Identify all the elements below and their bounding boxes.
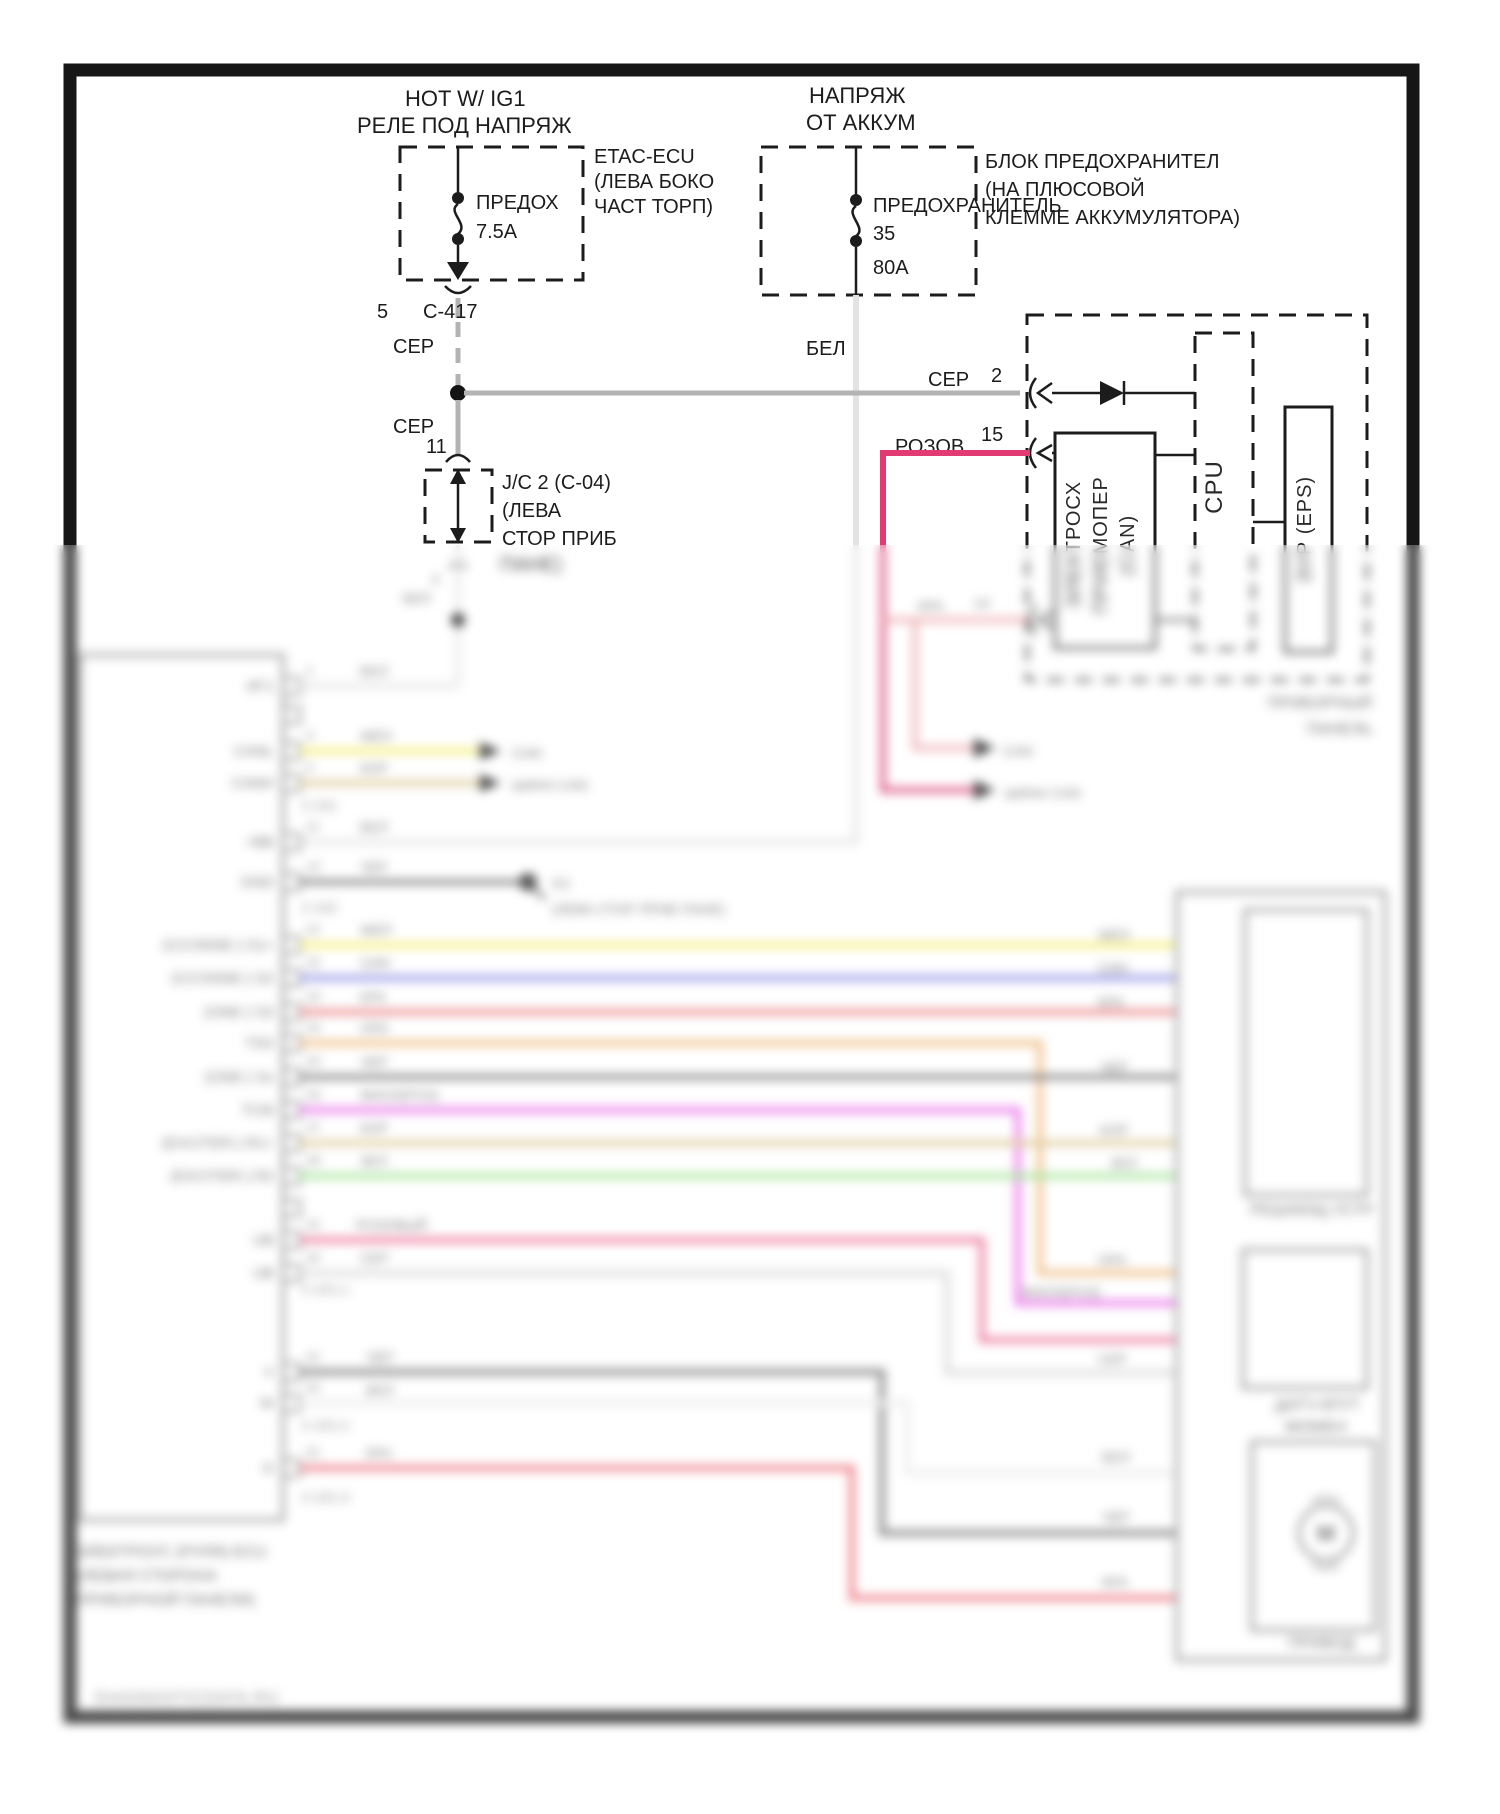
rozov-pin: 15 — [981, 424, 1004, 446]
batt-title1: НАПРЯЖ — [809, 83, 906, 108]
pin-name: (EXCITER-) R1+ — [161, 1135, 274, 1152]
pin-name: GND — [240, 874, 274, 891]
bus-right-label2: ШИНА CAN — [1005, 785, 1081, 801]
pin-name: TCM — [241, 1102, 274, 1119]
pin-num: 24 — [306, 1020, 321, 1035]
jc-connector-icon — [446, 455, 470, 462]
pin-stub — [283, 707, 300, 723]
wire-color: БЕЛ — [360, 663, 388, 679]
wire-color-right: ОРА — [1098, 1252, 1127, 1268]
etac-ecu-label2: (ЛЕВА БОКО — [594, 171, 715, 193]
pin-stub — [283, 1460, 300, 1476]
wire-color: КОР — [360, 1120, 389, 1136]
pin-name: V — [263, 1364, 274, 1381]
wire-ser-label2: СЕР — [393, 416, 435, 438]
jc-loc3: ПАНЕ) — [500, 554, 563, 576]
wire-color: КРА — [366, 1445, 392, 1461]
decision-box-caption: РЕШАЮЩ УСТР — [1250, 1202, 1374, 1219]
rozov-connector-icon — [1030, 438, 1036, 468]
fuse2-num: 35 — [873, 223, 896, 245]
ecu-caption2: (ЛЕВАЯ СТОРОНА — [76, 1568, 217, 1585]
pin-name: UB — [253, 1232, 274, 1249]
connector-c221-3: C-221-3 — [302, 1490, 349, 1505]
wire-color-right: ЧЕР — [1102, 1509, 1131, 1525]
pin-name: W — [259, 1395, 274, 1412]
rozov-label: РОЗОВ — [895, 436, 965, 458]
pin-stub — [283, 1232, 300, 1248]
jc-pin-11: 11 — [426, 436, 447, 458]
wire-color: БЕЛ — [360, 819, 388, 835]
canl-arrow-icon — [480, 742, 501, 760]
batt-title2: ОТ АККУМ — [806, 110, 916, 135]
c417-connector-icon — [445, 286, 471, 293]
fusebox-label3: КЛЕММЕ АККУМУЛЯТОРА) — [985, 207, 1241, 229]
wire-ser-label1: СЕР — [393, 336, 435, 358]
rozov-arrow-icon — [1038, 445, 1052, 461]
wire-color: КОР — [360, 760, 389, 776]
ecu-caption3: ПРИБОРНОЙ ПАНЕЛИ) — [76, 1592, 255, 1609]
wire-color-right: БЕЛ — [1102, 1449, 1130, 1465]
pin-stub — [283, 874, 300, 890]
pin-stub — [283, 1168, 300, 1184]
pin-stub — [283, 1035, 300, 1051]
c417-pin: 5 — [377, 301, 389, 323]
torque-sensor-box — [1243, 1250, 1367, 1388]
pin-num: 22 — [306, 955, 321, 970]
motor-letter: M — [1316, 1521, 1336, 1546]
fuse1-dot-bottom — [452, 233, 464, 245]
pin-stub — [283, 1102, 300, 1118]
bus-right-label1: CAN — [1003, 743, 1033, 759]
fuse2-dot-bottom — [850, 235, 862, 247]
wire-color-right: ЧЕР — [1100, 1059, 1129, 1075]
cpu-label: CPU — [1201, 460, 1228, 514]
wire-color: ЖЁЛ — [360, 728, 392, 744]
pin-stub — [283, 1364, 300, 1380]
pin-stub — [283, 1265, 300, 1281]
torque-caption2: МОМЕН — [1285, 1419, 1347, 1436]
ser-junction-dot — [450, 385, 466, 401]
kra14-label: КРА — [918, 598, 944, 614]
jc-name: J/C 2 (C-04) — [502, 472, 611, 494]
ser-bus-label: СЕР — [928, 369, 970, 391]
pin-num: 32 — [306, 1250, 321, 1265]
fusebox-label1: БЛОК ПРЕДОХРАНИТЕЛ — [985, 151, 1220, 173]
pin-stub — [283, 1004, 300, 1020]
fuse2-element — [853, 206, 860, 236]
fuse1-arrow — [447, 262, 469, 280]
decision-box — [1245, 910, 1367, 1195]
pin-name: (ONE-) Sx — [204, 1069, 274, 1086]
wire-color: БЕЛ — [366, 1382, 394, 1398]
connector-c222: C-222 — [302, 900, 338, 915]
wire-color: ЖЁЛ — [360, 922, 392, 938]
wire-color: ФИОЛ(РОЗ) — [360, 1087, 439, 1103]
pin-num: 3 — [306, 728, 314, 743]
wire-v — [300, 1372, 1290, 1533]
fusebox-box — [761, 147, 976, 295]
kra14-arrow-icon — [1038, 612, 1052, 628]
pin-name: CANL — [233, 743, 274, 760]
pin-stub — [283, 1135, 300, 1151]
wire-color: ЧЕР — [360, 859, 389, 875]
pin-num: 11 — [306, 819, 320, 834]
pin-num: 28 — [306, 1153, 321, 1168]
watermark: DIAGNOSTICDATA.RU — [95, 1690, 280, 1707]
bel-junction-dot — [451, 613, 465, 627]
pin-stub — [283, 743, 300, 759]
wire-color: СИН — [360, 955, 391, 971]
pin-num: 25 — [306, 1054, 321, 1069]
ground-name: G1 — [552, 875, 571, 891]
pin-num: 41 — [306, 1349, 321, 1364]
pin-num: 31 — [306, 1217, 321, 1232]
ser-bus-pin: 2 — [991, 365, 1003, 387]
pin-name: CANH — [231, 775, 274, 792]
kra14-connector-icon — [1030, 605, 1036, 635]
canh-bus-label: ШИНА CAN — [512, 777, 588, 793]
fuse1-rating: 7.5A — [476, 221, 518, 243]
fuse2-dot-top — [850, 194, 862, 206]
pin-num: 12 — [306, 859, 321, 874]
etac-ecu-label1: ETAC-ECU — [594, 146, 695, 168]
pin-stub — [283, 1200, 300, 1216]
trx-label3: (CAN) — [1117, 514, 1139, 576]
wire-bel-label: БЕЛ — [806, 338, 846, 360]
trx-label1: ЭЛЕКТРОСХ — [1063, 480, 1085, 610]
pin-num: 51 — [306, 1445, 321, 1460]
ecu-caption1: ЭЛЕКТРОУС (РУЛЯ) ECU — [76, 1544, 267, 1561]
wire-color-right: КРА — [1098, 994, 1124, 1010]
etac-ecu-label3: ЧАСТ ТОРП) — [594, 196, 714, 218]
fuse1-dot-top — [452, 192, 464, 204]
hot-ig1-title: HOT W/ IG1 — [405, 86, 526, 111]
pin-stub — [283, 775, 300, 791]
pin-num: 23 — [306, 989, 321, 1004]
pin-stub — [283, 678, 300, 694]
wire-color: СЕР — [360, 1250, 389, 1266]
pin-num: 21 — [306, 922, 321, 937]
connector-c221: C-221 — [302, 798, 338, 813]
wire-color-right: КРА — [1102, 1574, 1128, 1590]
wire-color: ЗЕЛ — [360, 1153, 387, 1169]
fuse1-name: ПРЕДОХ — [476, 192, 559, 214]
cluster-caption2: ПАНЕЛЬ — [1306, 721, 1372, 738]
connector-c221-2: C-221-2 — [302, 1418, 349, 1433]
wire-color: ОРА — [360, 1020, 389, 1036]
diode-icon — [1100, 381, 1124, 405]
wire-color-right: ЗЕЛ — [1110, 1155, 1137, 1171]
ser2-connector-icon — [1030, 378, 1036, 408]
cluster-caption1: ПРИБОРНЫЙ — [1267, 695, 1372, 712]
trx-label2: ПРИЕМОПЕР — [1090, 476, 1112, 614]
connector-c221-1: C-221-1 — [302, 1282, 349, 1297]
torque-caption1: ДАТЧ КРУТ — [1275, 1397, 1360, 1414]
pin-name: O — [262, 1460, 274, 1477]
pin-name: (ONE-) S3 — [203, 1004, 274, 1021]
pin-name: UB — [253, 1265, 274, 1282]
wire-color: КРА — [360, 989, 386, 1005]
pin-stub — [283, 1395, 300, 1411]
pin-name: (EXCITER-) R2 — [170, 1168, 274, 1185]
pin-name: (CCONNE-) S2 — [171, 970, 274, 987]
drive-caption: ПРИВОД — [1288, 1635, 1355, 1652]
pin-name: +ВВ — [245, 834, 274, 851]
wire-color-right: ФИОЛ(РОЗ) — [1022, 1284, 1101, 1300]
wire-color-right: СИН — [1098, 960, 1129, 976]
fuse2-rating: 80A — [873, 257, 909, 279]
ground-dot-icon — [519, 873, 537, 891]
pin-name: TSS — [244, 1035, 274, 1052]
ground-tail-icon — [534, 889, 545, 899]
ser2-arrow-icon — [1038, 383, 1052, 403]
jc-pin8: 8 — [432, 572, 440, 587]
pin-num: 26 — [306, 1087, 321, 1102]
fusebox-label2: (НА ПЛЮСОВОЙ — [985, 179, 1145, 201]
fuse2-name: ПРЕДОХРАНИТЕЛЬ — [873, 195, 1062, 217]
canl-bus-label: CAN — [512, 745, 542, 761]
jc-loc2: СТОР ПРИБ — [502, 528, 617, 550]
fuse1-element — [455, 204, 462, 234]
wire-color-right: КОР — [1100, 1122, 1129, 1138]
pin-strip — [283, 678, 300, 1476]
ground-loc: (ЛЕВА СТОР ПРИБ ПАНЕ) — [552, 901, 726, 917]
rozov-bus-arrow2-icon — [974, 780, 995, 800]
wire-color: РОЗОВЫЙ — [356, 1217, 427, 1233]
pin-num: 27 — [306, 1120, 321, 1135]
relay-title: РЕЛЕ ПОД НАПРЯЖ — [357, 113, 572, 138]
wire-color: ЧЕР — [360, 1054, 389, 1070]
wire-color-right: ЖЁЛ — [1098, 927, 1130, 943]
canh-arrow-icon — [480, 774, 501, 792]
pin-stub — [283, 970, 300, 986]
pin-num: 1 — [306, 663, 314, 678]
jc-wire-bel: БЕЛ — [403, 590, 431, 606]
pin-name: ИГ1 — [246, 678, 274, 695]
pin-num: 4 — [306, 760, 314, 775]
rozov-bus-arrow1-icon — [974, 738, 995, 758]
pin-stub — [283, 834, 300, 850]
wire-color-right: СЕР — [1098, 1351, 1127, 1367]
eps-label: ЭУР (EPS) — [1294, 475, 1316, 585]
pin-stub — [283, 937, 300, 953]
c417-name: C-417 — [423, 301, 478, 323]
pin-name: (CCONNE-) S1+ — [162, 937, 274, 954]
kra14-pin: 14 — [974, 595, 990, 611]
wire-kra-branch2 — [915, 620, 974, 748]
wire-color: ЧЕР — [366, 1349, 395, 1365]
pin-stub — [283, 1069, 300, 1085]
pin-num: 42 — [306, 1380, 321, 1395]
jc-loc1: (ЛЕВА — [502, 500, 562, 522]
